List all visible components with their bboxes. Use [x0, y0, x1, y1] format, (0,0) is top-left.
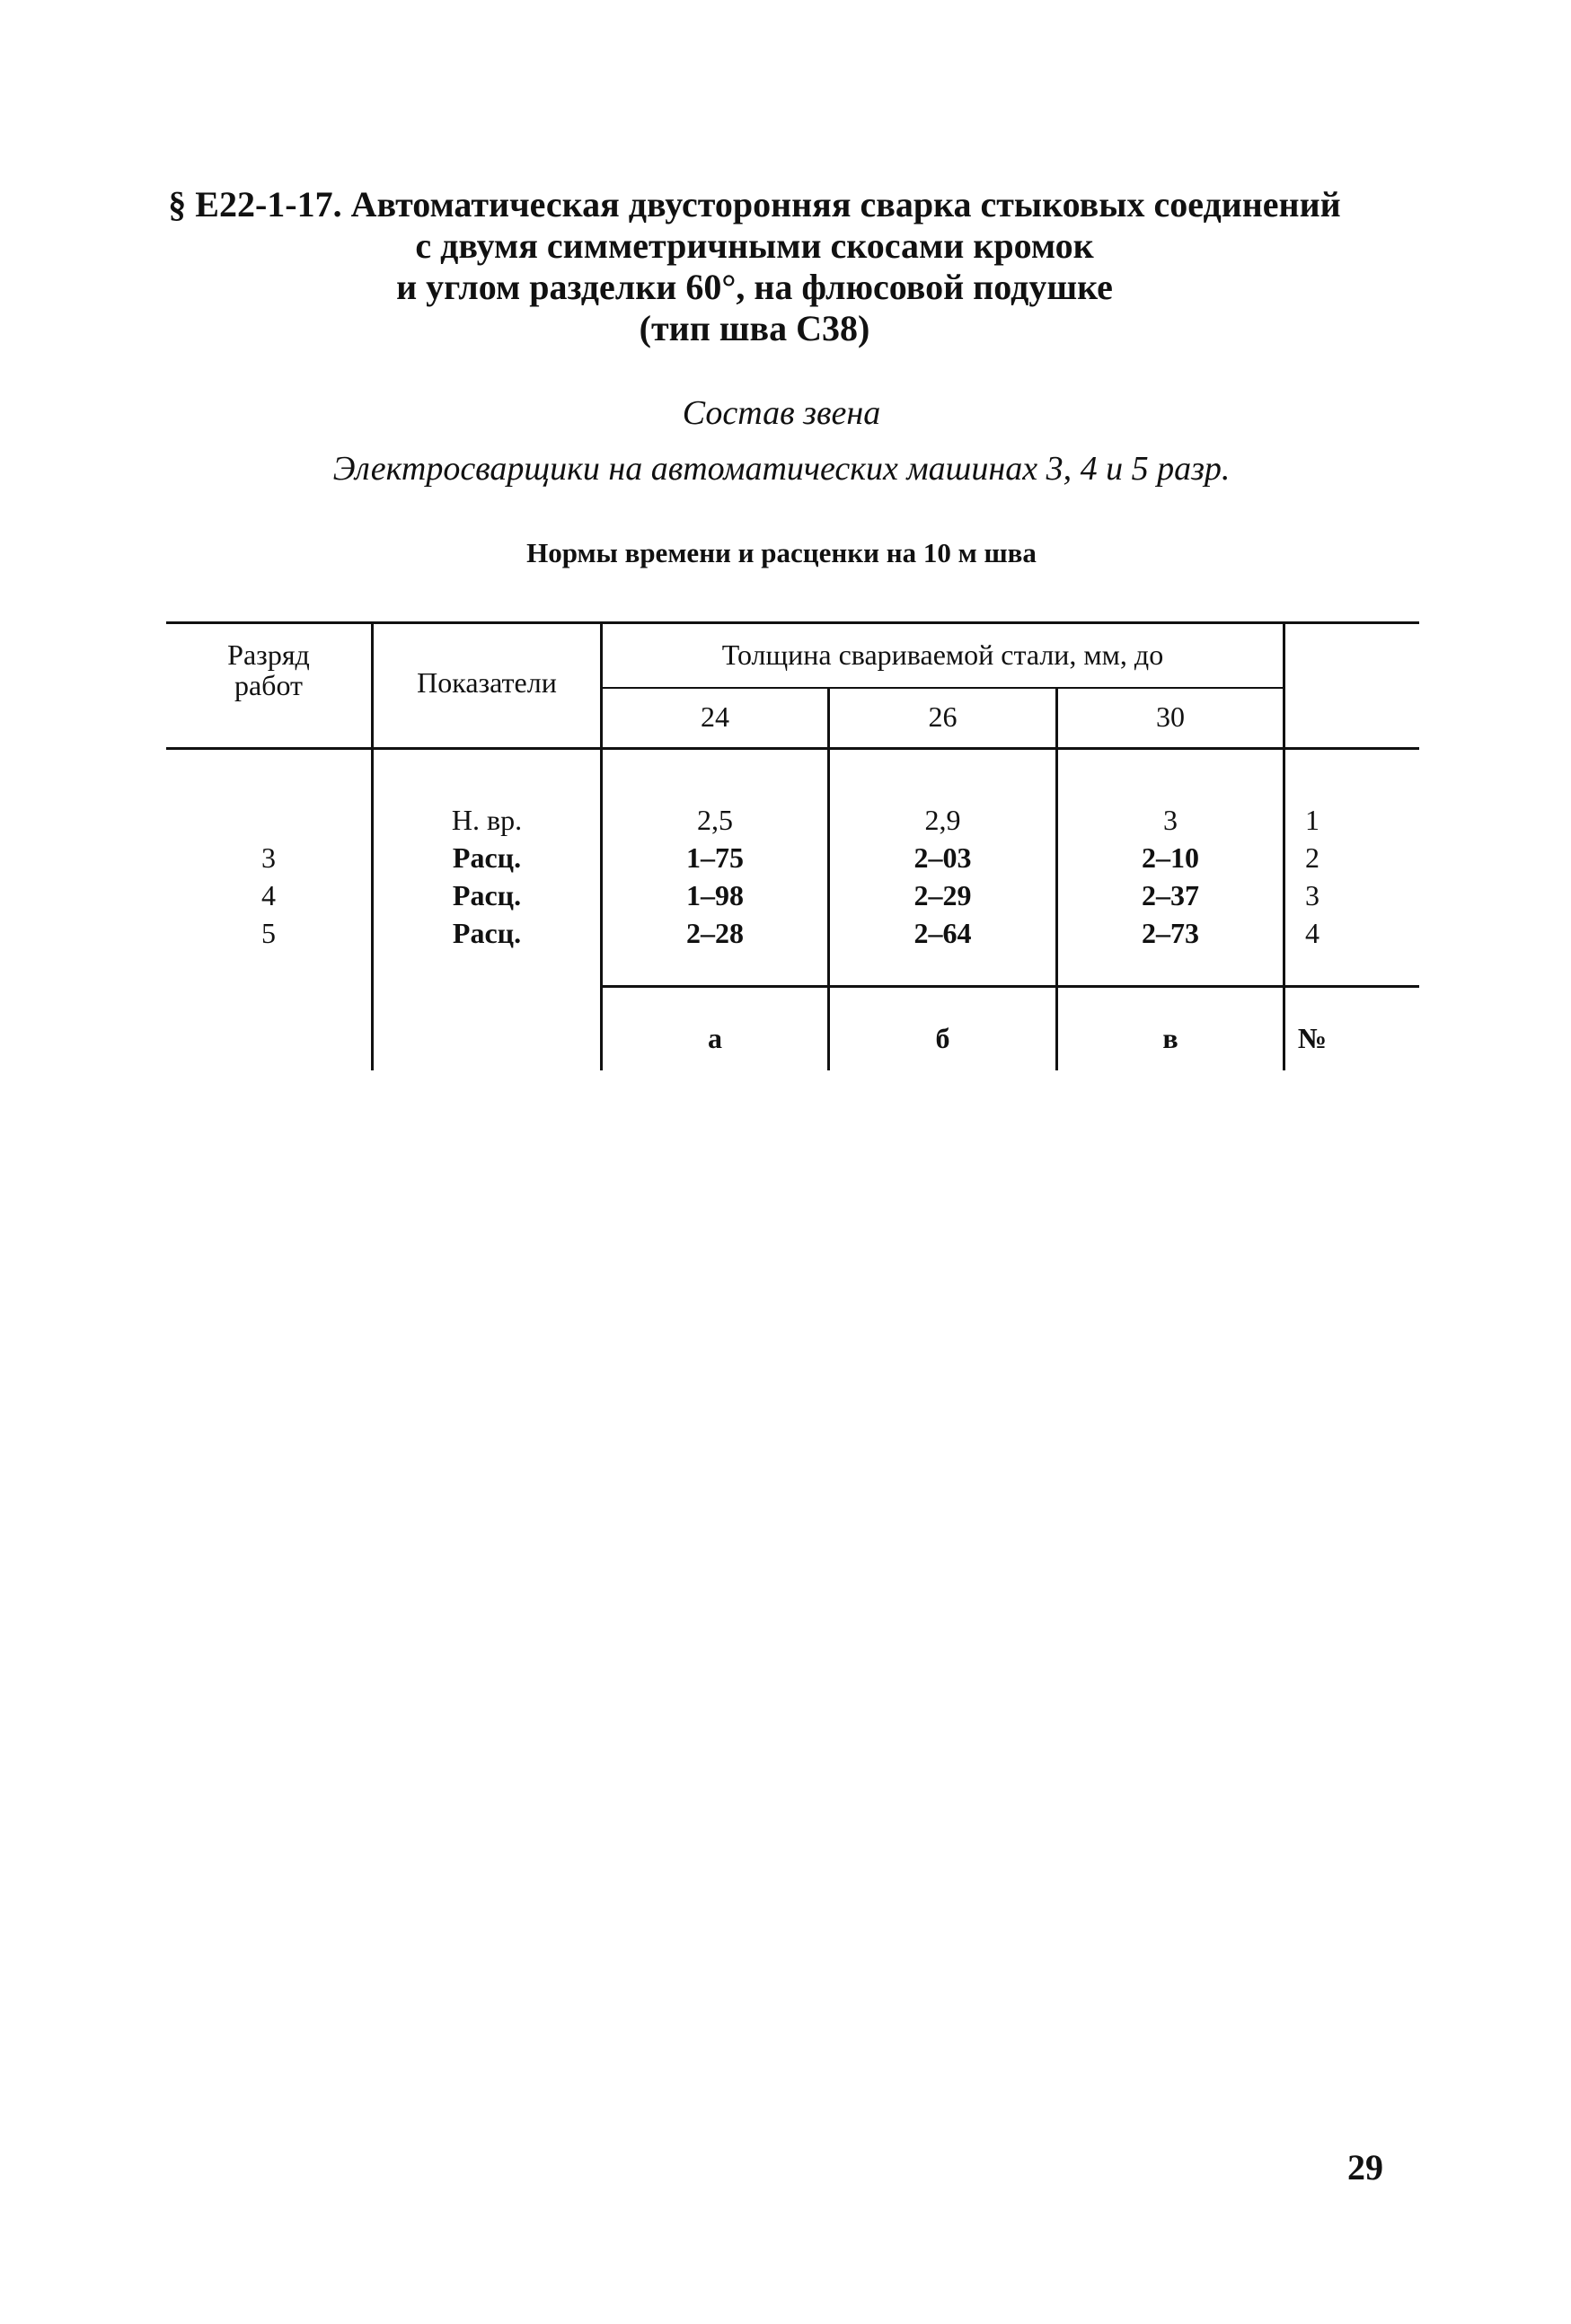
norms-table — [166, 621, 1419, 1070]
row4-value-24: 2–28 — [686, 917, 744, 949]
footer-letter-b: б — [935, 1022, 950, 1054]
row2-razryad: 3 — [261, 841, 276, 874]
thickness-header-rule — [602, 687, 1284, 689]
crew-workers: Электросварщики на автоматических машинах 3, 4 и 5 разр. — [332, 450, 1231, 488]
title-line: (тип шва С38) — [639, 308, 870, 348]
title-line: и углом разделки 60°, на флюсовой подушке — [396, 267, 1113, 307]
footer-letter-a: а — [708, 1022, 722, 1054]
row4-pokazatel: Расц. — [452, 917, 522, 949]
row4-num: 4 — [1305, 917, 1319, 949]
row1-value-30: 3 — [1163, 804, 1178, 836]
row1-value-24: 2,5 — [697, 804, 733, 836]
row3-value-30: 2–37 — [1142, 879, 1199, 911]
section-title — [108, 184, 1401, 349]
header-pokazateli: Показатели — [417, 666, 557, 699]
footer-num-label: № — [1297, 1022, 1328, 1054]
row4-value-26: 2–64 — [913, 917, 972, 949]
title-line: § Е22-1-17. Автоматическая двусторонняя сварка стыковых соединений — [168, 184, 1341, 224]
header-razryad-line: работ — [234, 669, 304, 701]
row2-value-30: 2–10 — [1142, 841, 1199, 874]
table-caption: Нормы времени и расценки на 10 м шва — [526, 537, 1037, 568]
crew-composition-label: Состав звена — [682, 394, 881, 432]
header-thickness: Толщина свариваемой стали, мм, до — [721, 638, 1164, 671]
row1-pokazatel: Н. вр. — [451, 804, 523, 836]
header-col-26: 26 — [928, 700, 958, 733]
header-col-24: 24 — [701, 700, 729, 733]
row4-razryad: 5 — [261, 917, 276, 949]
row3-num: 3 — [1305, 879, 1319, 911]
row2-num: 2 — [1305, 841, 1319, 874]
row2-value-24: 1–75 — [686, 841, 744, 874]
header-razryad-line: Разряд — [227, 638, 310, 671]
row4-value-30: 2–73 — [1142, 917, 1199, 949]
row3-value-26: 2–29 — [913, 879, 972, 911]
header-razryad — [166, 639, 371, 700]
row3-value-24: 1–98 — [686, 879, 744, 911]
row3-pokazatel: Расц. — [452, 879, 522, 911]
header-col-30: 30 — [1156, 700, 1185, 733]
header-bottom-rule — [166, 747, 1419, 750]
row2-value-26: 2–03 — [913, 841, 972, 874]
title-line: с двумя симметричными скосами кромок — [415, 225, 1094, 266]
data-bottom-rule — [602, 985, 1419, 988]
table-top-rule — [166, 621, 1419, 624]
page-number: 29 — [1347, 2147, 1383, 2188]
row3-razryad: 4 — [261, 879, 276, 911]
footer-letter-v: в — [1162, 1022, 1178, 1054]
row2-pokazatel: Расц. — [452, 841, 522, 874]
row1-value-26: 2,9 — [924, 804, 961, 836]
row1-num: 1 — [1305, 804, 1319, 836]
